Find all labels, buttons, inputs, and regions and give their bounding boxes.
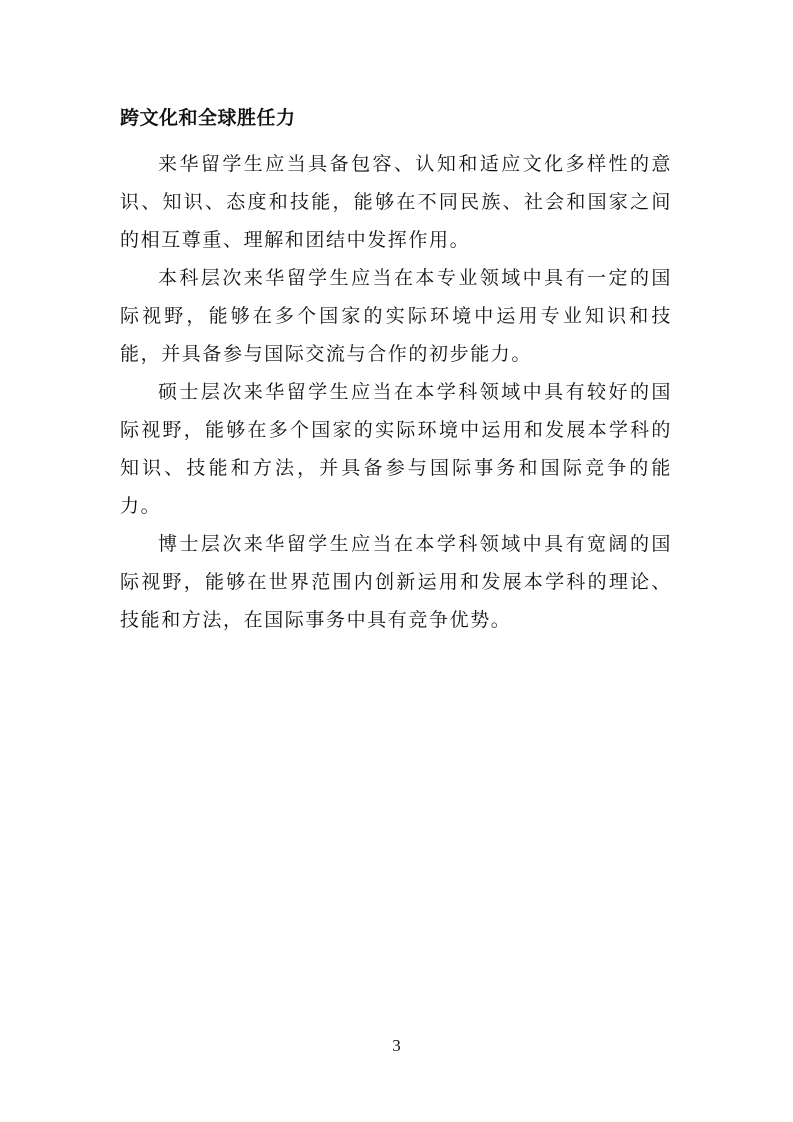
paragraph-doctoral: 博士层次来华留学生应当在本学科领域中具有宽阔的国际视野，能够在世界范围内创新运用和发展本学科的理论、技能和方法，在国际事务中具有竞争优势。 — [120, 533, 672, 631]
paragraph-master: 硕士层次来华留学生应当在本学科领域中具有较好的国际视野，能够在多个国家的实际环境中运用和发展本学科的知识、技能和方法，并具备参与国际事务和国际竞争的能力。 — [120, 381, 672, 517]
paragraph-undergraduate: 本科层次来华留学生应当在本专业领域中具有一定的国际视野，能够在多个国家的实际环境中运用专业知识和技能，并具备参与国际交流与合作的初步能力。 — [120, 267, 672, 365]
section-body — [120, 145, 672, 639]
paragraph-general: 来华留学生应当具备包容、认知和适应文化多样性的意识、知识、态度和技能，能够在不同民族、社会和国家之间的相互尊重、理解和团结中发挥作用。 — [120, 153, 672, 251]
section-heading: 跨文化和全球胜任力 — [120, 107, 296, 129]
page-number: 3 — [392, 1036, 401, 1055]
